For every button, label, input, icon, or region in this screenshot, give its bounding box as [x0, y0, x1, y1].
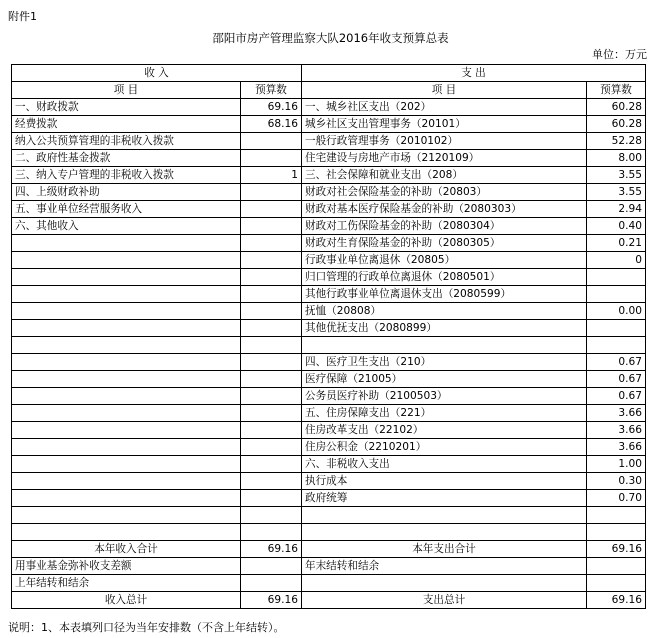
table-row: [12, 303, 646, 320]
table-row: [12, 558, 646, 575]
income-grand-total-label: 收入总计: [12, 592, 241, 609]
income-item: [12, 354, 241, 371]
table-row: [12, 405, 646, 422]
table-row: [12, 235, 646, 252]
income-item-header: 项 目: [12, 82, 241, 99]
income-amount: [241, 201, 302, 218]
expense-item-header: 项 目: [302, 82, 587, 99]
income-amount: [241, 575, 302, 592]
income-amount: [241, 473, 302, 490]
income-item: 用事业基金弥补收支差额: [12, 558, 241, 575]
table-row: [12, 354, 646, 371]
expense-item: 抚恤（20808）: [302, 303, 587, 320]
income-amount: 69.16: [241, 99, 302, 116]
income-amount: [241, 337, 302, 354]
income-amount: [241, 286, 302, 303]
expense-item: 财政对工伤保险基金的补助（2080304）: [302, 218, 587, 235]
income-header: 收 入: [12, 65, 302, 82]
expense-item: [302, 337, 587, 354]
income-item: [12, 405, 241, 422]
income-item: [12, 388, 241, 405]
income-item: [12, 371, 241, 388]
expense-item: 财政对社会保险基金的补助（20803）: [302, 184, 587, 201]
expense-amount: 8.00: [587, 150, 646, 167]
expense-amount: 0: [587, 252, 646, 269]
page-title: 邵阳市房产管理监察大队2016年收支预算总表: [212, 31, 449, 45]
footnote: 说明：1、本表填列口径为当年安排数（不含上年结转）。: [8, 621, 285, 634]
expense-amount: 3.66: [587, 422, 646, 439]
expense-amount: 60.28: [587, 99, 646, 116]
expense-amount: 0.70: [587, 490, 646, 507]
income-amount: [241, 371, 302, 388]
income-amount: [241, 524, 302, 541]
expense-amount: 0.67: [587, 388, 646, 405]
table-row: [12, 133, 646, 150]
expense-item: 财政对生育保险基金的补助（2080305）: [302, 235, 587, 252]
expense-item: 归口管理的行政单位离退休（2080501）: [302, 269, 587, 286]
expense-item: 住宅建设与房地产市场（2120109）: [302, 150, 587, 167]
income-amount: [241, 218, 302, 235]
expense-item: 行政事业单位离退休（20805）: [302, 252, 587, 269]
expense-amount: 52.28: [587, 133, 646, 150]
table-row: [12, 456, 646, 473]
expense-item: 四、医疗卫生支出（210）: [302, 354, 587, 371]
income-item: 三、纳入专户管理的非税收入拨款: [12, 167, 241, 184]
table-row: [12, 575, 646, 592]
income-item: [12, 320, 241, 337]
expense-amount: [587, 524, 646, 541]
table-row: [12, 116, 646, 133]
income-item: [12, 286, 241, 303]
expense-amount: [587, 269, 646, 286]
income-amount: [241, 235, 302, 252]
expense-item: 财政对基本医疗保险基金的补助（2080303）: [302, 201, 587, 218]
table-row: [12, 371, 646, 388]
table-row: [12, 490, 646, 507]
income-item: [12, 507, 241, 524]
income-total-amount: 69.16: [241, 541, 302, 558]
income-item: 一、财政拨款: [12, 99, 241, 116]
expense-item: 其他优抚支出（2080899）: [302, 320, 587, 337]
income-grand-total-amount: 69.16: [241, 592, 302, 609]
income-amount: [241, 354, 302, 371]
expense-item: 医疗保障（21005）: [302, 371, 587, 388]
income-amount: 1: [241, 167, 302, 184]
expense-item: 一般行政管理事务（2010102）: [302, 133, 587, 150]
table-row: [12, 184, 646, 201]
table-row: [12, 388, 646, 405]
expense-item: 一、城乡社区支出（202）: [302, 99, 587, 116]
income-item: [12, 337, 241, 354]
expense-amount: 0.00: [587, 303, 646, 320]
income-amount: [241, 320, 302, 337]
table-row: [12, 439, 646, 456]
income-item: 五、事业单位经营服务收入: [12, 201, 241, 218]
income-amount: [241, 252, 302, 269]
income-amount: [241, 303, 302, 320]
income-amount: [241, 507, 302, 524]
income-item: 经费拨款: [12, 116, 241, 133]
income-item: [12, 473, 241, 490]
expense-amount: 0.67: [587, 371, 646, 388]
expense-item: 执行成本: [302, 473, 587, 490]
income-item: 纳入公共预算管理的非税收入拨款: [12, 133, 241, 150]
table-row: [12, 99, 646, 116]
table-row: [12, 320, 646, 337]
expense-item: 公务员医疗补助（2100503）: [302, 388, 587, 405]
income-amount: [241, 405, 302, 422]
table-row: [12, 422, 646, 439]
expense-amount: [587, 558, 646, 575]
income-amount: [241, 133, 302, 150]
income-amount: [241, 422, 302, 439]
expense-item: 五、住房保障支出（221）: [302, 405, 587, 422]
table-row: [12, 507, 646, 524]
expense-item: 三、社会保障和就业支出（208）: [302, 167, 587, 184]
expense-item: 住房改革支出（22102）: [302, 422, 587, 439]
table-row: [12, 473, 646, 490]
income-item: [12, 235, 241, 252]
income-amount: [241, 150, 302, 167]
expense-item: [302, 575, 587, 592]
expense-amount: [587, 507, 646, 524]
income-amount: [241, 456, 302, 473]
income-budget-header: 预算数: [241, 82, 302, 99]
income-item: [12, 252, 241, 269]
expense-amount: [587, 337, 646, 354]
table-row: [12, 337, 646, 354]
table-row: [12, 524, 646, 541]
expense-item: [302, 507, 587, 524]
table-row: [12, 201, 646, 218]
expense-item: 城乡社区支出管理事务（20101）: [302, 116, 587, 133]
income-item: 二、政府性基金拨款: [12, 150, 241, 167]
expense-amount: [587, 320, 646, 337]
income-item: [12, 422, 241, 439]
table-row: [12, 269, 646, 286]
expense-item: 政府统筹: [302, 490, 587, 507]
income-item: [12, 456, 241, 473]
expense-amount: 2.94: [587, 201, 646, 218]
income-item: [12, 524, 241, 541]
expense-amount: 3.66: [587, 439, 646, 456]
income-amount: [241, 184, 302, 201]
income-amount: [241, 269, 302, 286]
unit-label: 单位：万元: [592, 48, 647, 61]
income-item: 六、其他收入: [12, 218, 241, 235]
expense-total-amount: 69.16: [587, 541, 646, 558]
table-row: [12, 150, 646, 167]
income-amount: [241, 558, 302, 575]
expense-amount: 0.30: [587, 473, 646, 490]
income-item: [12, 269, 241, 286]
expense-item: 六、非税收入支出: [302, 456, 587, 473]
expense-budget-header: 预算数: [587, 82, 646, 99]
income-amount: 68.16: [241, 116, 302, 133]
income-amount: [241, 388, 302, 405]
income-item: 上年结转和结余: [12, 575, 241, 592]
expense-item: 其他行政事业单位离退休支出（2080599）: [302, 286, 587, 303]
income-item: [12, 303, 241, 320]
expense-item: [302, 524, 587, 541]
table-row: [12, 286, 646, 303]
income-item: [12, 439, 241, 456]
table-row: [12, 218, 646, 235]
expense-amount: 0.21: [587, 235, 646, 252]
expense-header: 支 出: [302, 65, 646, 82]
expense-grand-total-label: 支出总计: [302, 592, 587, 609]
expense-amount: [587, 575, 646, 592]
expense-amount: 3.55: [587, 167, 646, 184]
expense-amount: 3.55: [587, 184, 646, 201]
grand-total-row: [12, 592, 646, 609]
income-item: [12, 490, 241, 507]
budget-table: [11, 64, 646, 609]
expense-grand-total-amount: 69.16: [587, 592, 646, 609]
income-amount: [241, 490, 302, 507]
table-row: [12, 167, 646, 184]
expense-amount: 0.67: [587, 354, 646, 371]
expense-item: 年末结转和结余: [302, 558, 587, 575]
expense-amount: [587, 286, 646, 303]
total-row: [12, 541, 646, 558]
income-total-label: 本年收入合计: [12, 541, 241, 558]
expense-amount: 0.40: [587, 218, 646, 235]
expense-amount: 1.00: [587, 456, 646, 473]
expense-amount: 60.28: [587, 116, 646, 133]
income-item: 四、上级财政补助: [12, 184, 241, 201]
expense-item: 住房公积金（2210201）: [302, 439, 587, 456]
table-row: [12, 252, 646, 269]
table-header-row: [12, 65, 646, 82]
expense-total-label: 本年支出合计: [302, 541, 587, 558]
table-subheader-row: [12, 82, 646, 99]
attachment-label: 附件1: [8, 10, 37, 23]
expense-amount: 3.66: [587, 405, 646, 422]
income-amount: [241, 439, 302, 456]
